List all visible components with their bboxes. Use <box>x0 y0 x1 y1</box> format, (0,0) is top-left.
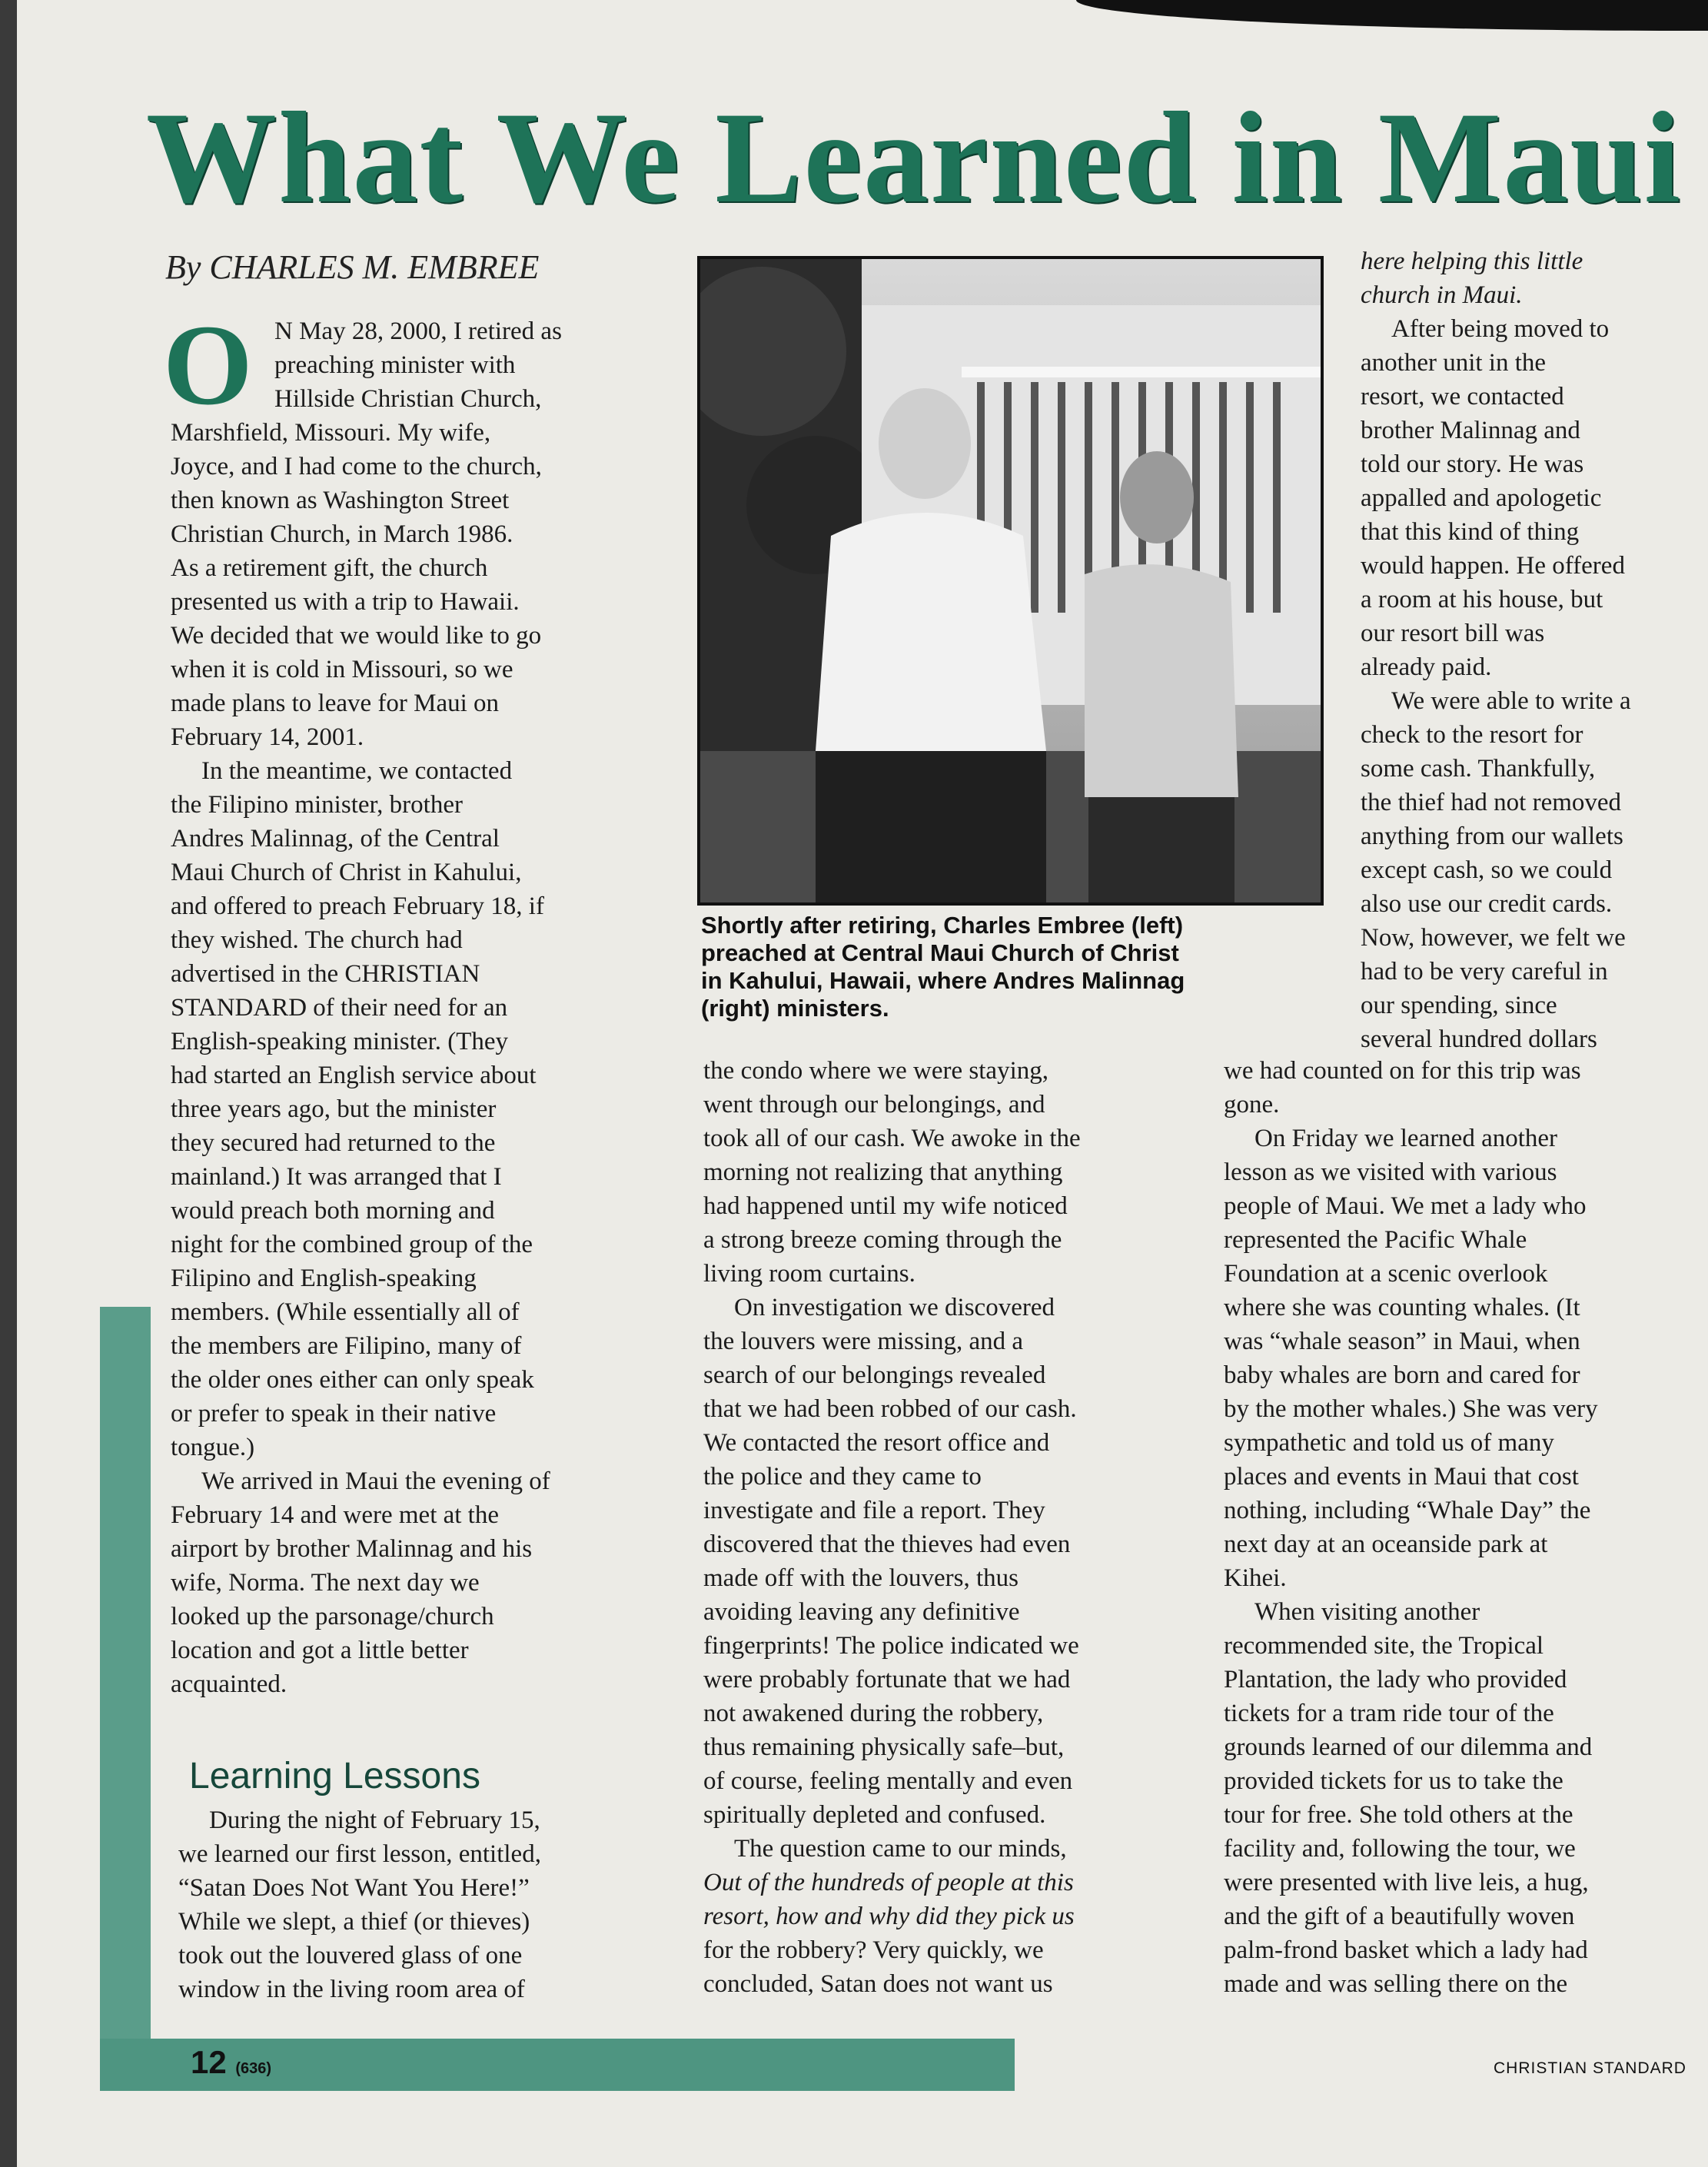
text-line: nothing, including “Whale Day” the <box>1224 1497 1591 1524</box>
text-line: The question came to our minds, <box>734 1835 1067 1863</box>
text-line: morning not realizing that anything <box>703 1158 1063 1186</box>
text-line: On investigation we discovered <box>734 1294 1055 1321</box>
text-line: the older ones either can only speak <box>171 1366 534 1394</box>
text-line: brother Malinnag and <box>1361 417 1580 444</box>
text-line: the thief had not removed <box>1361 789 1622 816</box>
text-line: living room curtains. <box>703 1260 915 1288</box>
text-line-italic: resort, how and why did they pick us <box>703 1903 1075 1930</box>
decorative-green-bar-left <box>100 1307 151 2091</box>
article-column-2 <box>703 1054 1180 2001</box>
text-line: Now, however, we felt we <box>1361 924 1626 952</box>
text-line: baby whales are born and cared for <box>1224 1361 1580 1389</box>
text-line: February 14, 2001. <box>171 723 364 751</box>
drop-cap: O <box>163 301 253 429</box>
text-line: and offered to preach February 18, if <box>171 892 544 920</box>
text-line: palm-frond basket which a lady had <box>1224 1936 1588 1964</box>
text-line: recommended site, the Tropical <box>1224 1632 1544 1660</box>
text-line: our resort bill was <box>1361 620 1545 647</box>
text-line: lesson as we visited with various <box>1224 1158 1557 1186</box>
text-line: would happen. He offered <box>1361 552 1625 580</box>
text-line: Joyce, and I had come to the church, <box>171 453 542 480</box>
text-line: avoiding leaving any definitive <box>703 1598 1020 1626</box>
text-line: our spending, since <box>1361 992 1557 1019</box>
page-number-value: 12 <box>191 2044 227 2080</box>
text-line: investigate and file a report. They <box>703 1497 1045 1524</box>
text-line: STANDARD of their need for an <box>171 994 508 1022</box>
text-line: took out the louvered glass of one <box>178 1942 523 1969</box>
text-line: We decided that we would like to go <box>171 622 542 650</box>
text-line: we learned our first lesson, entitled, <box>178 1840 541 1868</box>
text-line: would preach both morning and <box>171 1197 495 1225</box>
text-line: several hundred dollars <box>1361 1025 1597 1053</box>
text-line: for the robbery? Very quickly, we <box>703 1936 1044 1964</box>
text-line: were presented with live leis, a hug, <box>1224 1869 1589 1896</box>
text-line: fingerprints! The police indicated we <box>703 1632 1079 1660</box>
text-line: Plantation, the lady who provided <box>1224 1666 1567 1693</box>
text-line: also use our credit cards. <box>1361 890 1613 918</box>
text-line: gone. <box>1224 1091 1280 1118</box>
text-line: told our story. He was <box>1361 450 1584 478</box>
text-line: Kihei. <box>1224 1564 1287 1592</box>
text-line: Maui Church of Christ in Kahului, <box>171 859 522 886</box>
text-line: window in the living room area of <box>178 1976 525 2003</box>
photo-two-men-image <box>700 259 1321 902</box>
text-line: wife, Norma. The next day we <box>171 1569 480 1597</box>
text-line: resort, we contacted <box>1361 383 1564 410</box>
text-line: On Friday we learned another <box>1254 1125 1558 1152</box>
article-column-3-top <box>1361 244 1683 1056</box>
text-line: the members are Filipino, many of <box>171 1332 522 1360</box>
text-line: then known as Washington Street <box>171 487 510 514</box>
caption-line: preached at Central Maui Church of Christ <box>701 939 1179 966</box>
text-line: search of our belongings revealed <box>703 1361 1046 1389</box>
text-line: When visiting another <box>1254 1598 1480 1626</box>
text-line: tour for free. She told others at the <box>1224 1801 1573 1829</box>
text-line: had started an English service about <box>171 1062 537 1089</box>
text-line: February 14 and were met at the <box>171 1501 500 1529</box>
text-line: people of Maui. We met a lady who <box>1224 1192 1587 1220</box>
text-line: some cash. Thankfully, <box>1361 755 1596 783</box>
text-line: went through our belongings, and <box>703 1091 1045 1118</box>
text-line: concluded, Satan does not want us <box>703 1970 1053 1998</box>
text-line: We contacted the resort office and <box>703 1429 1050 1457</box>
caption-line: (right) ministers. <box>701 995 889 1022</box>
text-line: when it is cold in Missouri, so we <box>171 656 513 683</box>
page-number-sub: (636) <box>235 2060 272 2077</box>
text-line: members. (While essentially all of <box>171 1298 520 1326</box>
text-line: the Filipino minister, brother <box>171 791 463 819</box>
text-line: by the mother whales.) She was very <box>1224 1395 1598 1423</box>
text-line: or prefer to speak in their native <box>171 1400 497 1427</box>
text-line: the condo where we were staying, <box>703 1057 1048 1085</box>
text-line: the louvers were missing, and a <box>703 1328 1024 1355</box>
text-line: preaching minister with <box>274 351 516 379</box>
text-line: had to be very careful in <box>1361 958 1608 985</box>
text-line: of course, feeling mentally and even <box>703 1767 1073 1795</box>
text-line: Foundation at a scenic overlook <box>1224 1260 1548 1288</box>
text-line: anything from our wallets <box>1361 823 1623 850</box>
text-line: mainland.) It was arranged that I <box>171 1163 502 1191</box>
text-line: N May 28, 2000, I retired as <box>274 317 562 345</box>
caption-line: in Kahului, Hawaii, where Andres Malinnag <box>701 967 1185 994</box>
text-line: except cash, so we could <box>1361 856 1613 884</box>
article-byline: By CHARLES M. EMBREE <box>165 248 540 286</box>
text-line: we had counted on for this trip was <box>1224 1057 1581 1085</box>
text-line: We arrived in Maui the evening of <box>201 1467 550 1495</box>
text-line: made and was selling there on the <box>1224 1970 1568 1998</box>
text-line-italic: here helping this little <box>1361 248 1583 275</box>
text-line: was “whale season” in Maui, when <box>1224 1328 1580 1355</box>
article-column-1 <box>171 314 647 1701</box>
text-line: that this kind of thing <box>1361 518 1580 546</box>
text-line: sympathetic and told us of many <box>1224 1429 1554 1457</box>
text-line: We were able to write a <box>1391 687 1631 715</box>
text-line: Marshfield, Missouri. My wife, <box>171 419 491 447</box>
text-line: discovered that the thieves had even <box>703 1531 1071 1558</box>
text-line: already paid. <box>1361 653 1492 681</box>
text-line: they wished. The church had <box>171 926 463 954</box>
text-line: As a retirement gift, the church <box>171 554 488 582</box>
text-line: grounds learned of our dilemma and <box>1224 1733 1593 1761</box>
text-line: location and got a little better <box>171 1637 469 1664</box>
text-line: facility and, following the tour, we <box>1224 1835 1576 1863</box>
text-line: During the night of February 15, <box>209 1806 540 1834</box>
text-line: three years ago, but the minister <box>171 1095 497 1123</box>
text-line: that we had been robbed of our cash. <box>703 1395 1077 1423</box>
text-line: tongue.) <box>171 1434 255 1461</box>
page-binding-edge <box>0 0 17 2167</box>
text-line: tickets for a tram ride tour of the <box>1224 1700 1554 1727</box>
text-line: Hillside Christian Church, <box>274 385 542 413</box>
text-line: they secured had returned to the <box>171 1129 496 1157</box>
section-subhead: Learning Lessons <box>189 1756 480 1796</box>
text-line: thus remaining physically safe–but, <box>703 1733 1065 1761</box>
text-line: English-speaking minister. (They <box>171 1028 509 1055</box>
text-line: another unit in the <box>1361 349 1547 377</box>
text-line: and the gift of a beautifully woven <box>1224 1903 1575 1930</box>
text-line: had happened until my wife noticed <box>703 1192 1068 1220</box>
text-line: night for the combined group of the <box>171 1231 533 1258</box>
article-photo <box>697 256 1324 906</box>
caption-line: Shortly after retiring, Charles Embree (left) <box>701 912 1184 939</box>
text-line: took all of our cash. We awoke in the <box>703 1125 1081 1152</box>
text-line: Andres Malinnag, of the Central <box>171 825 500 853</box>
magazine-title-footer: CHRISTIAN STANDARD <box>1494 2059 1686 2077</box>
text-line: looked up the parsonage/church <box>171 1603 494 1630</box>
text-line: Christian Church, in March 1986. <box>171 520 513 548</box>
article-column-1-continued <box>178 1803 640 2006</box>
text-line-italic: church in Maui. <box>1361 281 1523 309</box>
text-line: Filipino and English-speaking <box>171 1265 477 1292</box>
text-line: provided tickets for us to take the <box>1224 1767 1563 1795</box>
text-line: made off with the louvers, thus <box>703 1564 1018 1592</box>
page-number <box>191 2041 271 2090</box>
text-line: represented the Pacific Whale <box>1224 1226 1527 1254</box>
text-line: not awakened during the robbery, <box>703 1700 1044 1727</box>
text-line: next day at an oceanside park at <box>1224 1531 1548 1558</box>
text-line: were probably fortunate that we had <box>703 1666 1071 1693</box>
article-column-3-bottom <box>1224 1054 1685 2001</box>
photo-caption <box>701 912 1331 1022</box>
text-line: the police and they came to <box>703 1463 982 1491</box>
text-line: In the meantime, we contacted <box>201 757 513 785</box>
text-line: acquainted. <box>171 1670 287 1698</box>
text-line: made plans to leave for Maui on <box>171 690 500 717</box>
text-line: presented us with a trip to Hawaii. <box>171 588 520 616</box>
text-line: a room at his house, but <box>1361 586 1603 613</box>
text-line: airport by brother Malinnag and his <box>171 1535 533 1563</box>
text-line-italic: Out of the hundreds of people at this <box>703 1869 1074 1896</box>
text-line: After being moved to <box>1391 315 1610 343</box>
text-line: check to the resort for <box>1361 721 1583 749</box>
text-line: While we slept, a thief (or thieves) <box>178 1908 530 1936</box>
text-line: “Satan Does Not Want You Here!” <box>178 1874 530 1902</box>
text-line: advertised in the CHRISTIAN <box>171 960 480 988</box>
text-line: spiritually depleted and confused. <box>703 1801 1046 1829</box>
text-line: where she was counting whales. (It <box>1224 1294 1580 1321</box>
text-line: appalled and apologetic <box>1361 484 1602 512</box>
article-headline: What We Learned in Maui <box>146 85 1683 230</box>
text-line: places and events in Maui that cost <box>1224 1463 1579 1491</box>
text-line: a strong breeze coming through the <box>703 1226 1062 1254</box>
